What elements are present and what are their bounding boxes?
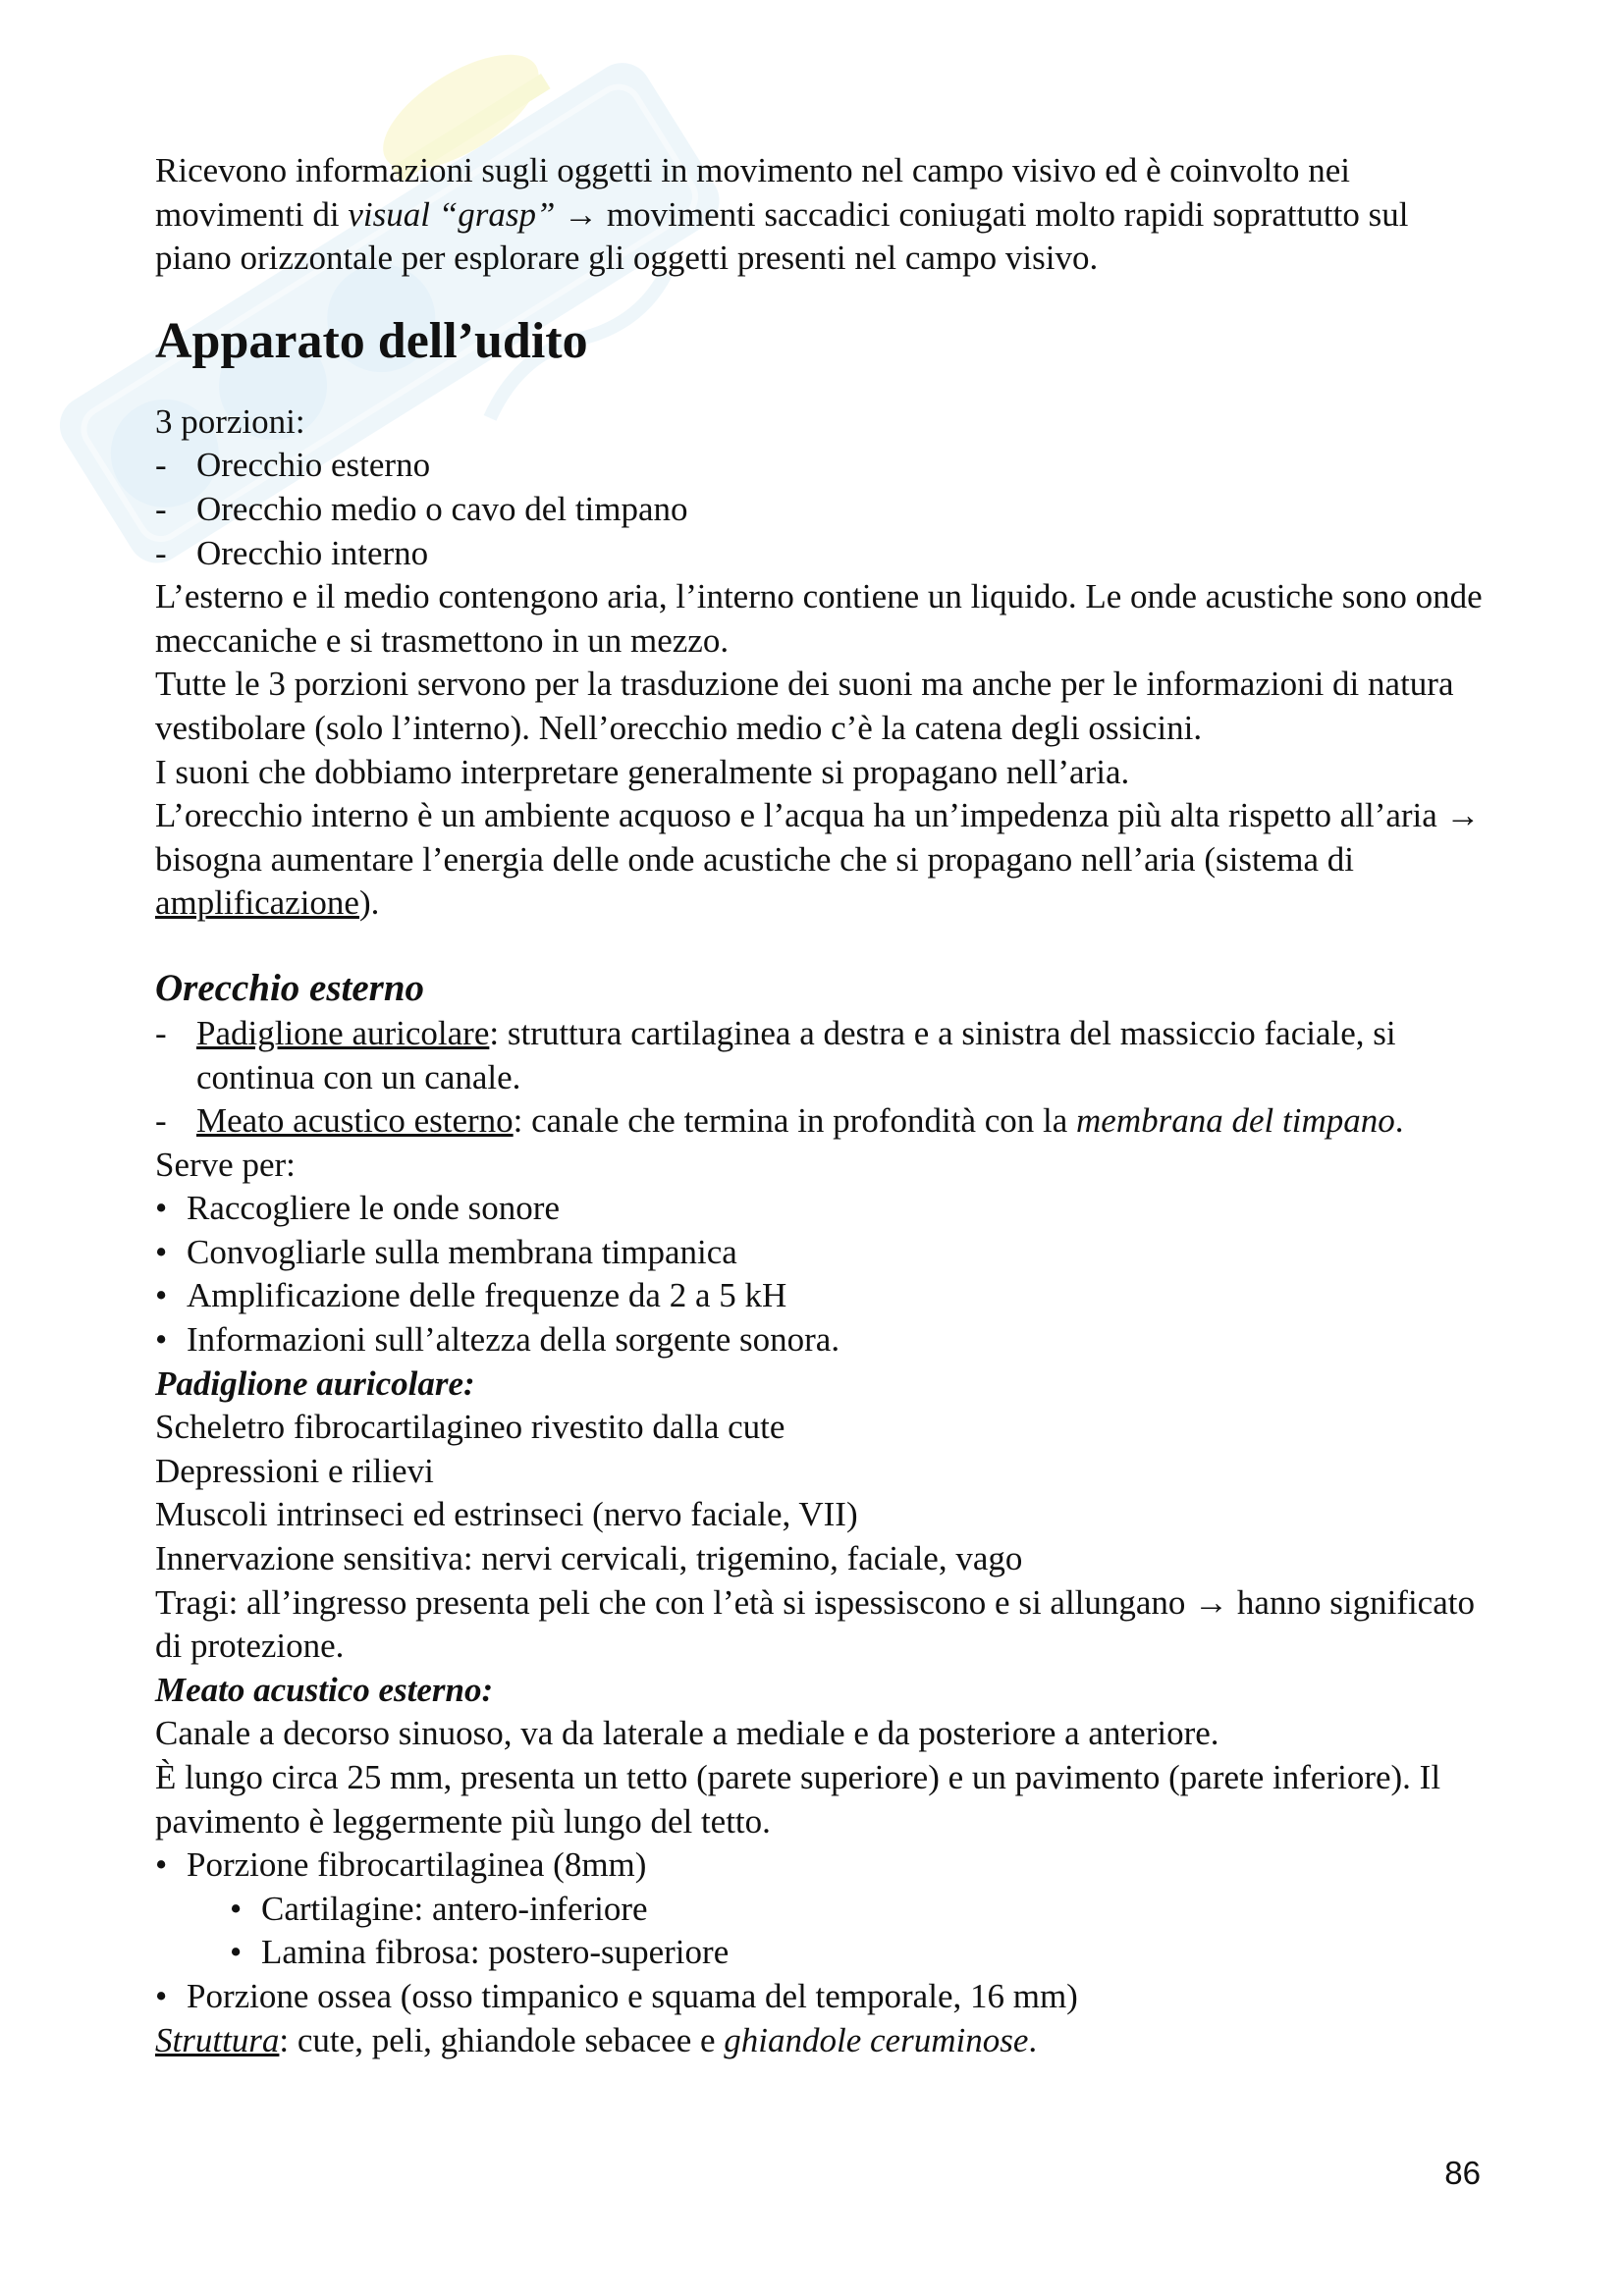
- list-item: • Convogliarle sulla membrana timpanica: [155, 1231, 1490, 1275]
- list-item: - Orecchio esterno: [155, 444, 1490, 488]
- body-paragraph: I suoni che dobbiamo interpretare generalmente si propagano nell’aria.: [155, 752, 1130, 791]
- list-item: - Padiglione auricolare: struttura cartilaginea a destra e a sinistra del massiccio faciale, si continua con un canale.: [155, 1012, 1490, 1099]
- body-paragraph: L’orecchio interno è un ambiente acquoso e l’acqua ha un’impedenza più alta rispetto all’aria → bisogna aumentare l’energia delle onde acustiche che si propagano nell’aria (sistema di amplificazione).: [155, 796, 1481, 923]
- page-number: 86: [1444, 2155, 1481, 2191]
- struttura-line: Struttura: cute, peli, ghiandole sebacee e ghiandole ceruminose.: [155, 2020, 1038, 2059]
- serve-label: Serve per:: [155, 1145, 296, 1184]
- sub-list-item: • Cartilagine: antero-inferiore: [155, 1888, 1490, 1932]
- list-item: • Amplificazione delle frequenze da 2 a 5 kH: [155, 1274, 1490, 1318]
- text-line: È lungo circa 25 mm, presenta un tetto (parete superiore) e un pavimento (parete inferiore). Il pavimento è leggermente più lungo del tetto.: [155, 1758, 1441, 1841]
- list-item: • Porzione ossea (osso timpanico e squama del temporale, 16 mm): [155, 1975, 1490, 2019]
- text-line: Muscoli intrinseci ed estrinseci (nervo faciale, VII): [155, 1495, 858, 1534]
- list-item: • Informazioni sull’altezza della sorgente sonora.: [155, 1318, 1490, 1362]
- amplificazione-term: amplificazione: [155, 883, 359, 923]
- text-line: Innervazione sensitiva: nervi cervicali, trigemino, faciale, vago: [155, 1539, 1023, 1578]
- subsection-title: Orecchio esterno: [155, 966, 425, 1009]
- visual-grasp-term: visual “grasp”: [348, 194, 556, 234]
- intro-paragraph: Ricevono informazioni sugli oggetti in movimento nel campo visivo ed è coinvolto nei movimenti di visual “grasp” → movimenti saccadici coniugati molto rapidi soprattutto sul piano orizzontale per esplorare gli oggetti presenti nel campo visivo.: [155, 151, 1409, 278]
- body-paragraph: Tutte le 3 porzioni servono per la trasduzione dei suoni ma anche per le informazioni di natura vestibolare (solo l’interno). Nell’orecchio medio c’è la catena degli ossicini.: [155, 665, 1454, 747]
- section-title: Apparato dell’udito: [155, 312, 588, 369]
- document-page: [155, 149, 1490, 2062]
- text-line: Tragi: all’ingresso presenta peli che con l’età si ispessiscono e si allungano → hanno significato di protezione.: [155, 1582, 1475, 1666]
- meato-heading: Meato acustico esterno:: [155, 1670, 494, 1709]
- list-item: • Raccogliere le onde sonore: [155, 1187, 1490, 1231]
- list-item: - Orecchio interno: [155, 532, 1490, 576]
- text-line: Canale a decorso sinuoso, va da laterale a mediale e da posteriore a anteriore.: [155, 1714, 1219, 1753]
- text-line: Scheletro fibrocartilagineo rivestito dalla cute: [155, 1408, 785, 1447]
- list-item: • Porzione fibrocartilaginea (8mm): [155, 1843, 1490, 1888]
- text-line: Depressioni e rilievi: [155, 1451, 434, 1490]
- padiglione-heading: Padiglione auricolare:: [155, 1363, 475, 1403]
- portions-label: 3 porzioni:: [155, 401, 305, 441]
- list-item: - Orecchio medio o cavo del timpano: [155, 488, 1490, 532]
- body-paragraph: L’esterno e il medio contengono aria, l’interno contiene un liquido. Le onde acustiche sono onde meccaniche e si trasmettono in un mezzo.: [155, 577, 1483, 660]
- list-item: - Meato acustico esterno: canale che termina in profondità con la membrana del timpano.: [155, 1099, 1490, 1144]
- sub-list-item: • Lamina fibrosa: postero-superiore: [155, 1931, 1490, 1975]
